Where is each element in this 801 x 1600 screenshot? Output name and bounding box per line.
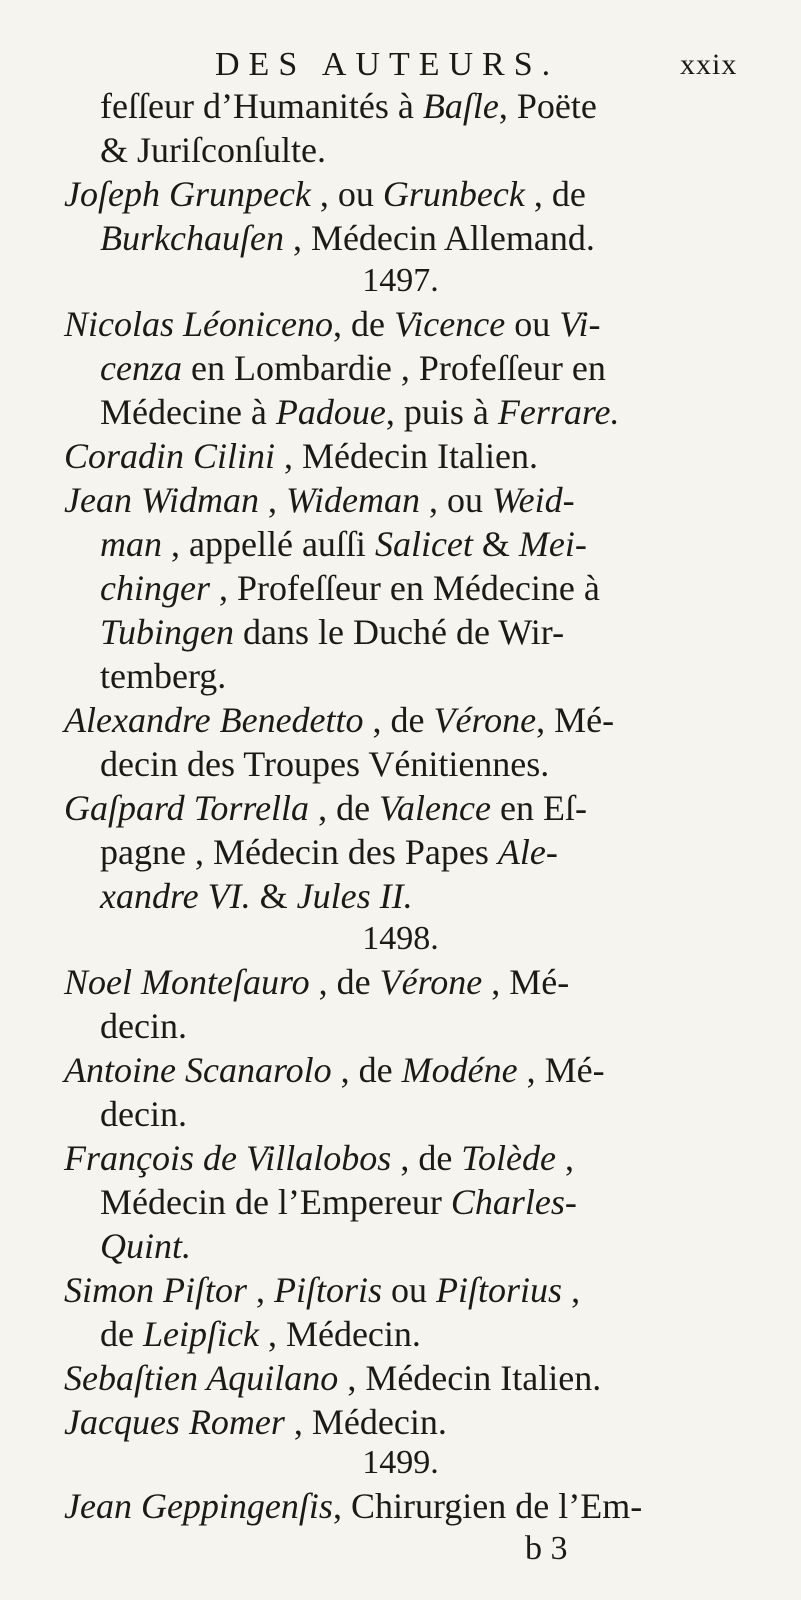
- roman-text: , Mé-: [482, 962, 570, 1002]
- italic-text: Burkchauſen: [100, 218, 284, 258]
- text-line: [64, 1136, 574, 1180]
- roman-text: , de: [309, 788, 380, 828]
- roman-text: en Lombardie , Profeſſeur en: [181, 348, 606, 388]
- text-line: [64, 172, 586, 216]
- italic-text: Piſtoris: [274, 1270, 383, 1310]
- running-head: DES AUTEURS.: [215, 46, 560, 83]
- italic-text: Vi-: [559, 304, 601, 344]
- text-line: [100, 346, 606, 390]
- roman-text: feſſeur d’Humanités à: [100, 86, 423, 126]
- italic-text: Jules II.: [296, 876, 413, 916]
- italic-text: François de Villalobos: [64, 1138, 392, 1178]
- roman-text: Médecin de l’Empereur: [100, 1182, 451, 1222]
- roman-text: decin.: [100, 1006, 187, 1046]
- roman-text: dans le Duché de Wir-: [234, 612, 565, 652]
- text-line: [64, 1268, 580, 1312]
- text-line: [64, 698, 614, 742]
- italic-text: Sebaſtien Aquilano: [64, 1358, 339, 1398]
- roman-text: ,: [247, 1270, 275, 1310]
- roman-text: , Profeſſeur en Médecine à: [209, 568, 600, 608]
- italic-text: Vérone: [433, 700, 537, 740]
- text-line: [100, 830, 558, 874]
- italic-text: Vicence: [393, 304, 506, 344]
- text-line: [64, 302, 601, 346]
- text-line: [64, 1400, 447, 1444]
- text-line: [100, 1180, 577, 1224]
- italic-text: Piſtorius: [436, 1270, 563, 1310]
- italic-text: Vérone: [379, 962, 483, 1002]
- roman-text: , Médecin Italien.: [338, 1358, 602, 1398]
- roman-text: , puis à: [385, 392, 498, 432]
- italic-text: Mei-: [518, 524, 587, 564]
- text-line: [100, 390, 620, 434]
- roman-text: de: [100, 1314, 143, 1354]
- italic-text: xandre VI.: [100, 876, 251, 916]
- roman-text: , de: [331, 1050, 402, 1090]
- roman-text: , appellé auſſi: [162, 524, 375, 564]
- roman-text: , Médecin Allemand.: [283, 218, 595, 258]
- italic-text: Ferrare.: [497, 392, 620, 432]
- roman-text: en Eſ-: [490, 788, 587, 828]
- text-line: [64, 1048, 605, 1092]
- italic-text: Jean Widman: [64, 480, 259, 520]
- italic-text: Tolède: [461, 1138, 556, 1178]
- italic-text: Wideman: [285, 480, 420, 520]
- italic-text: Antoine Scanarolo: [64, 1050, 332, 1090]
- italic-text: Nicolas Léoniceno: [64, 304, 333, 344]
- roman-text: , Mé-: [536, 700, 615, 740]
- roman-text: , de: [524, 174, 586, 214]
- roman-text: ,: [555, 1138, 574, 1178]
- roman-text: &: [472, 524, 519, 564]
- roman-text: , de: [332, 304, 394, 344]
- text-line: [100, 522, 587, 566]
- text-line: [64, 960, 569, 1004]
- italic-text: Joſeph Grunpeck: [64, 174, 311, 214]
- roman-text: , Médecin.: [258, 1314, 421, 1354]
- text-line: [64, 434, 538, 478]
- signature-mark: b 3: [525, 1530, 568, 1567]
- italic-text: Ale-: [497, 832, 558, 872]
- text-line: [64, 1484, 642, 1528]
- roman-text: ,: [258, 480, 286, 520]
- roman-text: pagne , Médecin des Papes: [100, 832, 498, 872]
- year-heading: 1497.: [362, 262, 439, 299]
- italic-text: Quint.: [100, 1226, 192, 1266]
- year-heading: 1498.: [362, 920, 439, 957]
- italic-text: chinger: [100, 568, 210, 608]
- italic-text: Alexandre Benedetto: [64, 700, 364, 740]
- text-line: [100, 1004, 187, 1048]
- page-header: [0, 46, 801, 86]
- italic-text: Padoue: [275, 392, 386, 432]
- italic-text: Baſle: [422, 86, 499, 126]
- text-line: [64, 1356, 601, 1400]
- roman-text: ou: [382, 1270, 437, 1310]
- text-line: [100, 128, 326, 172]
- roman-text: , ou: [310, 174, 383, 214]
- text-line: [100, 1092, 187, 1136]
- italic-text: Charles-: [450, 1182, 577, 1222]
- italic-text: Valence: [379, 788, 491, 828]
- roman-text: , ou: [419, 480, 492, 520]
- italic-text: cenza: [100, 348, 182, 388]
- italic-text: Weid-: [491, 480, 575, 520]
- italic-text: Noel Monteſauro: [64, 962, 310, 1002]
- roman-text: ou: [505, 304, 560, 344]
- roman-text: Médecine à: [100, 392, 276, 432]
- roman-text: temberg.: [100, 656, 227, 696]
- roman-text: &: [250, 876, 297, 916]
- italic-text: Tubingen: [100, 612, 235, 652]
- italic-text: Coradin Cilini: [64, 436, 276, 476]
- text-line: [100, 566, 600, 610]
- page-number: xxix: [680, 48, 738, 81]
- text-line: [100, 874, 413, 918]
- roman-text: , de: [309, 962, 380, 1002]
- roman-text: decin.: [100, 1094, 187, 1134]
- roman-text: ,: [562, 1270, 581, 1310]
- text-line: [100, 610, 564, 654]
- text-line: [100, 654, 226, 698]
- italic-text: Jean Geppingenſis: [64, 1486, 333, 1526]
- roman-text: decin des Troupes Vénitiennes.: [100, 744, 550, 784]
- roman-text: , Poëte: [498, 86, 597, 126]
- roman-text: & Juriſconſulte.: [100, 130, 326, 170]
- italic-text: Grunbeck: [382, 174, 525, 214]
- italic-text: Jacques Romer: [64, 1402, 285, 1442]
- roman-text: , Chirurgien de l’Em-: [332, 1486, 643, 1526]
- roman-text: , Médecin Italien.: [275, 436, 538, 476]
- italic-text: Salicet: [374, 524, 473, 564]
- roman-text: , Médecin.: [284, 1402, 447, 1442]
- text-line: [100, 216, 595, 260]
- italic-text: Simon Piſtor: [64, 1270, 248, 1310]
- text-line: [100, 84, 597, 128]
- italic-text: Modéne: [401, 1050, 518, 1090]
- italic-text: Leipſick: [142, 1314, 259, 1354]
- roman-text: , Mé-: [517, 1050, 605, 1090]
- text-line: [64, 478, 575, 522]
- roman-text: , de: [363, 700, 434, 740]
- text-line: [100, 1224, 191, 1268]
- roman-text: , de: [391, 1138, 462, 1178]
- text-line: [100, 742, 549, 786]
- italic-text: man: [100, 524, 162, 564]
- text-line: [100, 1312, 421, 1356]
- year-heading: 1499.: [362, 1444, 439, 1481]
- italic-text: Gaſpard Torrella: [64, 788, 310, 828]
- text-line: [64, 786, 587, 830]
